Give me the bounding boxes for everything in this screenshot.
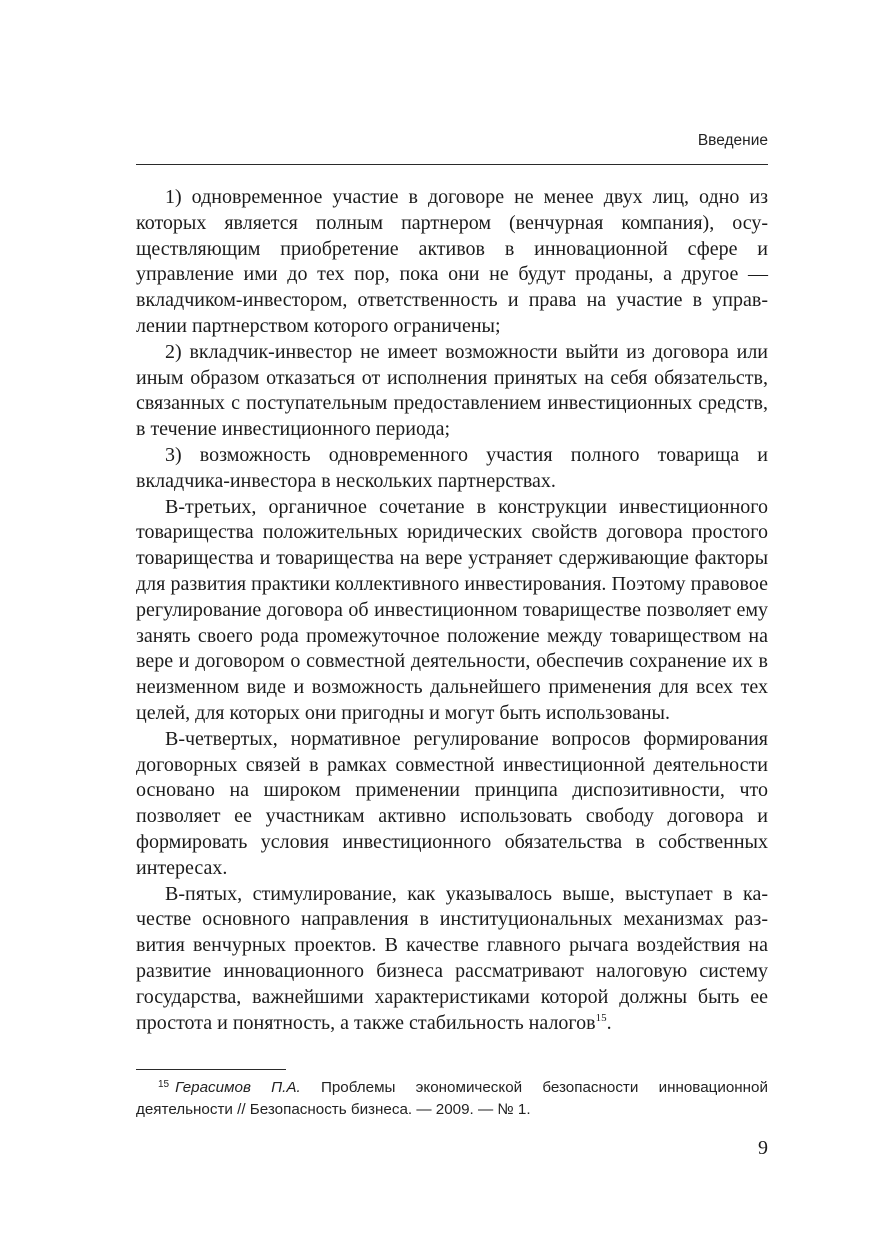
paragraph-3: 3) возможность одновременного участия полного товарища и вкладчика-инвестора в нескольких партнерствах.: [136, 443, 768, 492]
header-rule: [136, 164, 768, 165]
paragraph-6: В-пятых, стимулирование, как указывалось выше, выступает в качестве основного направления в институциональных механизмах развития венчурных проектов. В качестве главного рычага воздействия на развитие инновационного бизнеса рассматривают налоговую систему государства, важнейшими характеристиками которой должны быть ее простота и понятность, а также стабильность налогов$^{15}$.: [136, 882, 768, 1034]
footnote-rule: [136, 1069, 286, 1070]
footnote-reference[interactable]: 15: [595, 1011, 607, 1024]
running-head: Введение: [697, 132, 768, 149]
paragraph-5: В-четвертых, нормативное регулирование вопросов формирования договорных связей в рамках совместной инвестиционной деятельности основано на широком применении принципа диспозитивности, что позволяет ее участникам активно использовать свободу договора и формировать условия инвестиционного обязательства в собственных интересах.: [136, 727, 768, 879]
paragraph-2: 2) вкладчик-инвестор не имеет возможности выйти из договора или иным образом отказаться от исполнения принятых на себя обязательств, связанных с поступательным предоставлением инвестиционных средств, в течение инвестиционного периода;: [136, 340, 768, 441]
main-text: [136, 185, 768, 1036]
page-number: 9: [758, 1137, 768, 1159]
footnote-number: 15: [158, 1079, 170, 1090]
paragraph-4: В-третьих, органичное сочетание в конструкции инвестиционного товарищества положительных юридических свойств договора простого товарищества и товарищества на вере устраняет сдерживающие факторы для развития практики коллективного инвестирования. Поэтому правовое регулирование договора об инвестиционном товариществе позволяет ему занять своего рода промежуточное положение между товариществом на вере и договором о совместной деятельности, обеспечив сохранение их в неизменном виде и возможность дальнейшего применения для всех тех целей, для которых они пригодны и могут быть использованы.: [136, 495, 768, 724]
footnote: [136, 1077, 768, 1121]
footnote-author: Герасимов П.А.: [175, 1079, 301, 1096]
footnote-text: Проблемы экономической безопасности инновационной деятельности // Безопасность бизнеса. — 2009. — № 1.: [136, 1079, 768, 1118]
paragraph-1: 1) одновременное участие в договоре не менее двух лиц, одно из которых является полным партнером (венчурная компания), осуществляющим приобретение активов в инновационной сфере и управление ими до тех пор, пока они не будут проданы, а другое — вкладчиком-инвестором, ответственность и права на участие в управлении партнерством которого ограничены;: [136, 186, 768, 337]
paragraph-6-text: В-пятых, стимулирование, как указывалось выше, выступает в качестве основного направления в институциональных механизмах развития венчурных проектов. В качестве главного рычага воздействия на развитие инновационного бизнеса рассматривают налоговую систему государства, важнейшими характеристиками которой должны быть ее простота и понятность, а также стабильность налогов: [136, 882, 768, 1034]
